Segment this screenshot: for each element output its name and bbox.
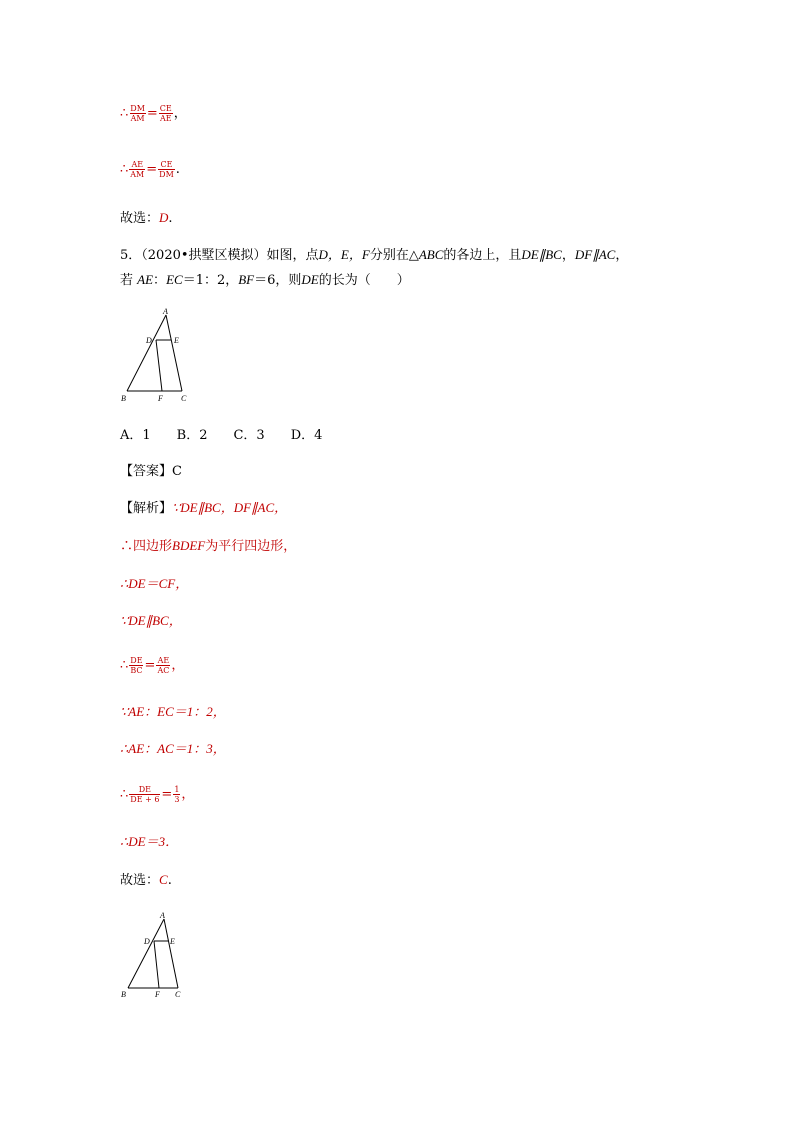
denominator: DM bbox=[159, 170, 174, 179]
solution-step: ∴四边形 bbox=[120, 539, 173, 554]
triangle-lines bbox=[128, 919, 178, 988]
answer-options: A．1 B．2 C．3 D．4 bbox=[120, 428, 323, 443]
therefore-symbol: ∴ bbox=[120, 162, 129, 177]
numerator: CE bbox=[160, 160, 173, 169]
label-b: B bbox=[121, 990, 126, 999]
numerator: AE bbox=[131, 160, 144, 169]
ratio-text: ＝1：2， bbox=[182, 273, 239, 288]
label-f: F bbox=[158, 394, 163, 403]
answer-label: 故选： bbox=[120, 873, 160, 888]
side-ac bbox=[166, 315, 182, 391]
triangle-name: ABC bbox=[418, 247, 444, 262]
fraction bbox=[129, 656, 143, 675]
equals: = bbox=[146, 106, 158, 121]
punct: ： bbox=[153, 273, 167, 288]
segment-df bbox=[154, 941, 159, 988]
solution-line-9: ∴DE＝3． bbox=[120, 834, 179, 849]
point-names: D，E，F bbox=[318, 247, 370, 262]
label-d: D bbox=[146, 336, 152, 345]
therefore-symbol: ∴ bbox=[120, 106, 129, 121]
denominator: AE bbox=[159, 114, 172, 123]
therefore-symbol: ∴ bbox=[120, 787, 129, 802]
label-f: F bbox=[155, 990, 160, 999]
segment-bf: BF bbox=[238, 272, 255, 287]
solution-line-4: ∵DE∥BC， bbox=[120, 613, 182, 628]
segment-df bbox=[156, 340, 162, 391]
solution-line-2 bbox=[120, 538, 296, 555]
segment-ec: EC bbox=[166, 272, 183, 287]
numerator: DM bbox=[130, 104, 145, 113]
segment-de: DE bbox=[301, 272, 319, 287]
punct: . bbox=[175, 162, 180, 177]
solution-line-8 bbox=[120, 785, 194, 804]
quad-name: BDEF bbox=[172, 538, 206, 553]
solution-end-line bbox=[120, 872, 172, 889]
condition-2: DF∥AC bbox=[574, 247, 616, 262]
question-text: 若 bbox=[120, 273, 134, 288]
denominator: 3 bbox=[174, 795, 180, 804]
punct: . bbox=[168, 211, 173, 226]
question-text: 5．（2020•拱墅区模拟）如图，点 bbox=[120, 248, 319, 263]
side-ab bbox=[128, 919, 164, 988]
fraction bbox=[129, 785, 160, 804]
denominator: DE + 6 bbox=[130, 795, 160, 804]
fraction bbox=[129, 160, 145, 179]
punct: ， bbox=[561, 248, 575, 263]
label-e: E bbox=[174, 336, 179, 345]
fraction bbox=[173, 785, 180, 804]
triangle-lines bbox=[127, 315, 182, 391]
question-line-1 bbox=[120, 247, 628, 264]
solution-line-5 bbox=[120, 656, 184, 675]
solution-line-3: ∴DE＝CF， bbox=[120, 576, 189, 591]
solution-line-6: ∵AE：EC＝1：2， bbox=[120, 704, 226, 719]
denominator: AM bbox=[130, 170, 145, 179]
question-text: 的各边上，且 bbox=[443, 248, 522, 263]
side-ab bbox=[127, 315, 166, 391]
denominator: AM bbox=[130, 114, 145, 123]
prev-answer-line bbox=[120, 210, 173, 227]
equals: = bbox=[146, 162, 158, 177]
fraction bbox=[158, 160, 175, 179]
question-text: 分别在△ bbox=[369, 248, 419, 263]
question-line-2 bbox=[120, 272, 410, 289]
triangle-figure-2 bbox=[118, 910, 198, 1002]
answer-label: 故选： bbox=[120, 211, 160, 226]
side-ac bbox=[164, 919, 178, 988]
question-text: 的长为（ ） bbox=[318, 273, 410, 288]
fraction bbox=[159, 104, 173, 123]
fraction bbox=[156, 656, 170, 675]
label-c: C bbox=[181, 394, 187, 403]
answer-line bbox=[120, 464, 182, 480]
numerator: 1 bbox=[174, 785, 180, 794]
denominator: BC bbox=[130, 666, 143, 675]
solution-step: 为平行四边形， bbox=[205, 539, 297, 554]
solution-line-1 bbox=[120, 500, 287, 517]
numerator: CE bbox=[159, 104, 172, 113]
label-e: E bbox=[170, 937, 175, 946]
punct: ， bbox=[181, 787, 195, 802]
punct: . bbox=[167, 873, 172, 888]
solution-step: ∵DE∥BC，DF∥AC， bbox=[172, 500, 288, 515]
fraction bbox=[129, 104, 146, 123]
answer-value: D bbox=[159, 210, 169, 225]
therefore-symbol: ∴ bbox=[120, 658, 129, 673]
punct: ， bbox=[173, 106, 187, 121]
triangle-figure-1 bbox=[118, 305, 198, 405]
question-text: ＝6，则 bbox=[254, 273, 302, 288]
label-c: C bbox=[175, 990, 181, 999]
condition-1: DE∥BC bbox=[521, 247, 562, 262]
answer-value: C bbox=[172, 464, 182, 479]
prev-fraction-line-1 bbox=[120, 104, 187, 123]
segment-ae: AE bbox=[137, 272, 154, 287]
answer-value: C bbox=[159, 872, 168, 887]
solution-tag: 【解析】 bbox=[120, 501, 173, 516]
numerator: AE bbox=[157, 656, 170, 665]
denominator: AC bbox=[157, 666, 170, 675]
label-a: A bbox=[160, 911, 165, 920]
answer-tag: 【答案】 bbox=[120, 464, 173, 479]
numerator: DE bbox=[130, 656, 143, 665]
label-a: A bbox=[163, 307, 168, 316]
numerator: DE bbox=[138, 785, 151, 794]
label-b: B bbox=[121, 394, 126, 403]
equals: = bbox=[144, 658, 156, 673]
solution-line-7: ∴AE：AC＝1：3， bbox=[120, 741, 226, 756]
label-d: D bbox=[144, 937, 150, 946]
equals: = bbox=[161, 787, 173, 802]
punct: ， bbox=[171, 658, 185, 673]
prev-fraction-line-2 bbox=[120, 160, 180, 179]
punct: ， bbox=[615, 248, 629, 263]
